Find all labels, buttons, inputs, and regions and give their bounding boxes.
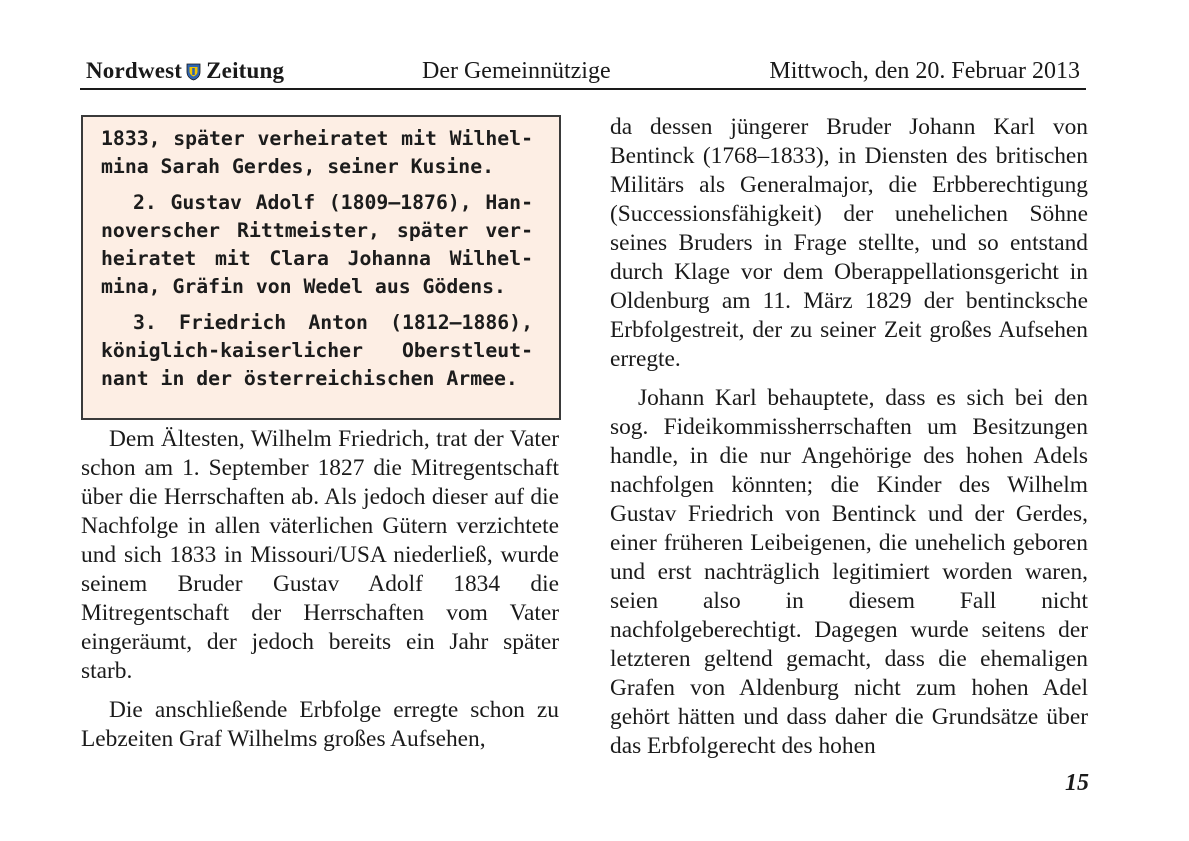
info-box — [81, 115, 561, 420]
box-paragraph-2: 2. Gustav Adolf (1809–1876), Hannoverscher Rittmeister, später verheiratet mit Clara Johanna Wilhelmina, Gräfin von Wedel aus Gödens. — [101, 191, 533, 298]
crest-icon — [186, 61, 201, 87]
left-paragraph-1: Dem Ältesten, Wilhelm Friedrich, trat der Vater schon am 1. September 1827 die Mitregentschaft über die Herrschaften ab. Als jedoch dieser auf die Nachfolge in allen väterlichen Gütern verzichtete und sich 1833 in Missouri/USA niederließ, wurde seinem Bruder Gustav Adolf 1834 die Mitregentschaft der Herrschaften vom Vater eingeräumt, der jedoch bereits ein Jahr später starb. — [81, 426, 559, 684]
right-paragraph-1: da dessen jüngerer Bruder Johann Karl von Bentinck (1768–1833), in Diensten des britischen Militärs als Generalmajor, die Erbberechtigung (Successionsfähigkeit) der unehelichen Söhne seines Bruders in Frage stellte, und so entstand durch Klage vor dem Oberappellationsgericht in Oldenburg am 11. März 1829 der bentincksche Erbfolgestreit, der zu seiner Zeit großes Aufsehen erregte. — [610, 114, 1088, 372]
masthead — [86, 58, 284, 87]
issue-date: Mittwoch, den 20. Februar 2013 — [769, 58, 1080, 84]
box-paragraph-3: 3. Friedrich Anton (1812–1886), königlich-kaiserlicher Oberstleutnant in der österreichischen Armee. — [101, 311, 533, 390]
page-header — [80, 56, 1086, 90]
section-title: Der Gemeinnützige — [422, 58, 611, 84]
masthead-right-word: Zeitung — [206, 58, 285, 83]
masthead-left-word: Nordwest — [86, 58, 183, 83]
left-column — [81, 425, 559, 764]
page-number: 15 — [1065, 770, 1089, 796]
left-paragraph-2: Die anschließende Erbfolge erregte schon zu Lebzeiten Graf Wilhelms großes Aufsehen, — [81, 697, 559, 752]
right-paragraph-2: Johann Karl behauptete, dass es sich bei den sog. Fideikommissherrschaften um Besitzungen handle, in die nur Angehörige des hohen Adels nachfolgen könnten; die Kinder des Wilhelm Gustav Friedrich von Bentinck und der Gerdes, einer früheren Leibeigenen, die unehelich geboren und erst nachträglich legitimiert worden waren, seien also in diesem Fall nicht nachfolgeberechtigt. Dagegen wurde seitens der letzteren geltend gemacht, dass die ehemaligen Grafen von Aldenburg nicht zum hohen Adel gehört hätten und dass daher die Grundsätze über das Erbfolgerecht des hohen — [610, 385, 1088, 759]
right-column — [610, 113, 1088, 771]
box-paragraph-1: 1833, später verheiratet mit Wilhelmina Sarah Gerdes, seiner Kusine. — [101, 127, 533, 178]
